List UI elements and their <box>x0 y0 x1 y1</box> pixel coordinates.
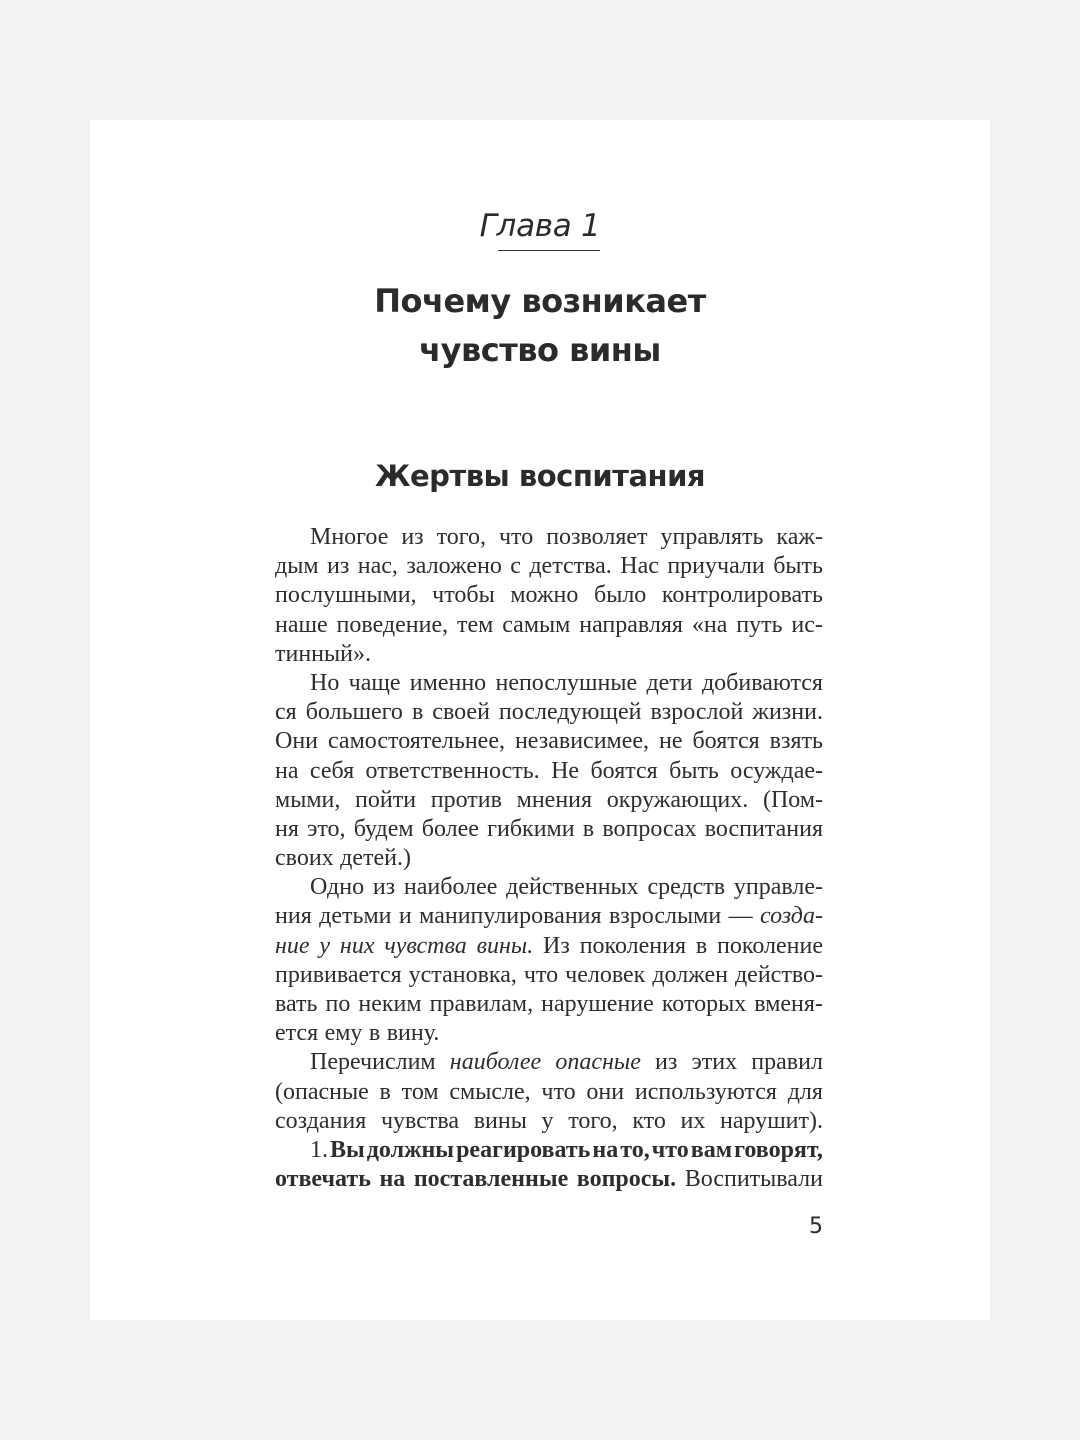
body-line <box>275 640 823 669</box>
body-word: позволяет <box>546 524 648 550</box>
body-word: то, <box>620 1136 650 1163</box>
body-word: что <box>498 524 534 550</box>
chapter-label: Глава 1 <box>479 208 601 244</box>
body-word: которых <box>661 991 747 1017</box>
body-word: используются <box>634 1078 777 1105</box>
body-word: что <box>651 1136 689 1163</box>
body-word: вопросах <box>602 815 697 842</box>
body-word: нас, <box>357 553 398 580</box>
body-word: Многое <box>310 524 389 550</box>
body-line <box>275 1136 823 1165</box>
body-word: чаще <box>348 669 401 696</box>
body-word: быть <box>773 553 823 580</box>
body-word: средств <box>647 874 726 901</box>
body-word: человек <box>565 961 646 988</box>
body-word: это, <box>307 815 346 842</box>
body-line <box>275 1048 823 1077</box>
body-word: должен <box>652 961 728 988</box>
body-word: на <box>379 1166 406 1193</box>
body-word: послушными, <box>275 582 417 609</box>
body-line <box>275 523 823 552</box>
body-line <box>275 990 823 1019</box>
body-word: говорят, <box>734 1136 823 1163</box>
body-word: вать <box>275 991 318 1017</box>
body-word: вменя- <box>754 991 823 1017</box>
body-word: установка, <box>408 961 517 988</box>
body-line <box>275 961 823 990</box>
body-word: не <box>658 728 683 755</box>
body-word: чувства <box>380 1107 460 1134</box>
body-word: своих <box>275 845 334 872</box>
body-word: поставленные <box>413 1166 569 1193</box>
body-word: независимее, <box>514 728 650 755</box>
body-word: более <box>421 815 479 842</box>
body-word: можно <box>510 582 579 609</box>
body-word: пойти <box>355 786 417 813</box>
body-word: правил <box>751 1049 823 1076</box>
body-line <box>275 815 823 844</box>
body-line <box>275 1078 823 1107</box>
body-word: того, <box>568 1107 618 1134</box>
body-word: правилам, <box>429 991 534 1017</box>
body-word: и <box>398 903 412 930</box>
body-line <box>275 552 823 581</box>
body-word: создания <box>275 1107 367 1134</box>
body-word: отвечать <box>275 1166 371 1193</box>
body-word: направляя <box>579 611 683 638</box>
body-line <box>275 786 823 815</box>
body-word: непослушные <box>495 669 638 696</box>
body-word: Они <box>275 728 319 755</box>
body-word: поведение, <box>336 611 449 638</box>
body-word: из <box>655 1049 678 1076</box>
body-word: Из <box>543 932 570 959</box>
body-word: опасные <box>555 1049 641 1076</box>
body-word: Перечислим <box>310 1049 436 1076</box>
body-line <box>275 1107 823 1136</box>
body-word: ние <box>275 932 310 959</box>
body-line <box>275 902 823 931</box>
chapter-title-line: чувство вины <box>419 331 661 369</box>
body-word: детьми <box>319 903 392 930</box>
body-word: управлять <box>660 524 764 550</box>
body-word: из <box>372 874 396 901</box>
body-word: они <box>586 1078 625 1105</box>
body-word: в <box>411 699 424 726</box>
body-word: смысле, <box>449 1078 531 1105</box>
body-word: нарушение <box>541 991 654 1017</box>
body-word: окружающих. <box>606 786 749 813</box>
body-word: прививается <box>275 961 402 988</box>
body-text <box>275 523 823 1194</box>
body-word: ис- <box>791 611 823 638</box>
book-page <box>90 120 990 1320</box>
body-word: вопросы. <box>576 1166 677 1193</box>
body-line <box>275 873 823 902</box>
body-word: приучали <box>667 553 765 580</box>
body-word: созда- <box>760 903 823 930</box>
body-word: ему <box>324 1020 363 1047</box>
body-word: воспитания <box>704 815 823 842</box>
body-word: в <box>368 1020 381 1047</box>
body-word: этих <box>691 1049 738 1076</box>
body-word: неким <box>358 991 422 1017</box>
body-word: наиболее <box>449 1049 542 1076</box>
body-word: себя <box>309 757 355 784</box>
body-word: с <box>510 553 521 580</box>
body-word: именно <box>409 669 487 696</box>
body-word: в <box>379 1078 391 1105</box>
body-word: «на <box>691 611 728 638</box>
body-word: — <box>728 903 753 930</box>
body-word: тинный». <box>275 640 371 667</box>
body-word: Вы <box>330 1136 365 1163</box>
body-word: было <box>593 582 647 609</box>
body-word: мыми, <box>275 786 341 813</box>
body-word: (Пом- <box>762 786 823 813</box>
body-word: боятся <box>692 728 760 755</box>
body-word: действенных <box>506 874 639 901</box>
body-word: вины. <box>476 932 534 959</box>
body-word: поколение <box>717 932 823 959</box>
body-word: ния <box>275 903 312 930</box>
body-line <box>275 1165 823 1194</box>
body-word: будем <box>353 815 414 842</box>
body-word: тем <box>457 611 494 638</box>
body-word: в <box>582 815 595 842</box>
body-word: Воспитывали <box>684 1166 823 1193</box>
body-word: чтобы <box>432 582 495 609</box>
body-word: дети <box>646 669 693 696</box>
body-word: последующей <box>498 699 642 726</box>
body-word: должны <box>366 1136 455 1163</box>
body-word: ется <box>275 1020 319 1047</box>
body-word: что <box>541 1078 576 1105</box>
body-word: кто <box>632 1107 666 1134</box>
body-word: контролировать <box>661 582 823 609</box>
body-word: гибкими <box>487 815 575 842</box>
body-word: управле- <box>733 874 823 901</box>
body-word: заложено <box>406 553 502 580</box>
body-word: того, <box>436 524 487 550</box>
body-word: из <box>401 524 424 550</box>
body-line <box>275 727 823 756</box>
body-word: 1. <box>310 1136 328 1163</box>
body-word: быть <box>669 757 719 784</box>
body-word: вам <box>690 1136 733 1163</box>
body-word: осуждае- <box>730 757 823 784</box>
body-word: них <box>339 932 375 959</box>
body-word: действо- <box>734 961 823 988</box>
chapter-title-line: Почему возникает <box>374 282 706 320</box>
body-word: для <box>787 1078 823 1105</box>
body-word: их <box>680 1107 706 1134</box>
body-line <box>275 698 823 727</box>
body-word: (опасные <box>275 1078 369 1105</box>
body-word: у <box>319 932 331 959</box>
page-number: 5 <box>809 1214 823 1239</box>
body-word: на <box>275 757 299 784</box>
body-word: большего <box>305 699 403 726</box>
body-word: самостоятельнее, <box>327 728 505 755</box>
body-word: мнения <box>516 786 593 813</box>
body-word: наиболее <box>403 874 498 901</box>
body-line <box>275 757 823 786</box>
body-line <box>275 669 823 698</box>
body-word: дым <box>275 553 319 580</box>
body-word: поколения <box>579 932 687 959</box>
body-word: по <box>325 991 351 1017</box>
body-word: что <box>523 961 559 988</box>
body-line <box>275 844 823 873</box>
body-word: у <box>541 1107 554 1134</box>
body-word: детства. <box>529 553 612 580</box>
body-word: на <box>592 1136 619 1163</box>
body-word: Нас <box>620 553 659 580</box>
body-word: Не <box>551 757 580 784</box>
section-heading: Жертвы воспитания <box>374 459 706 493</box>
body-word: манипулирования <box>419 903 602 930</box>
chapter-title <box>90 277 990 375</box>
body-word: ответственность. <box>365 757 540 784</box>
body-word: Одно <box>310 874 365 901</box>
body-word: боятся <box>590 757 658 784</box>
body-word: чувства <box>384 932 467 959</box>
body-word: самым <box>502 611 571 638</box>
body-word: из <box>326 553 350 580</box>
body-word: реагировать <box>456 1136 591 1163</box>
body-line <box>275 1019 823 1048</box>
body-word: вину. <box>386 1020 440 1047</box>
body-word: взрослыми <box>608 903 722 930</box>
body-word: против <box>430 786 502 813</box>
body-word: ня <box>275 815 299 842</box>
body-word: том <box>401 1078 439 1105</box>
body-word: путь <box>736 611 783 638</box>
body-line <box>275 581 823 610</box>
body-word: жизни. <box>752 699 823 726</box>
body-word: взять <box>769 728 823 755</box>
body-word: нарушит). <box>720 1107 823 1134</box>
body-word: своей <box>432 699 490 726</box>
body-word: ся <box>275 699 297 726</box>
body-word: наше <box>275 611 328 638</box>
body-word: в <box>695 932 708 959</box>
body-word: Но <box>310 669 340 696</box>
body-line <box>275 932 823 961</box>
body-word: вины <box>473 1107 527 1134</box>
body-word: взрослой <box>650 699 744 726</box>
body-word: добиваются <box>701 669 823 696</box>
body-line <box>275 611 823 640</box>
chapter-underline <box>498 250 600 251</box>
body-word: каж- <box>776 524 823 550</box>
body-word: детей.) <box>340 845 411 872</box>
